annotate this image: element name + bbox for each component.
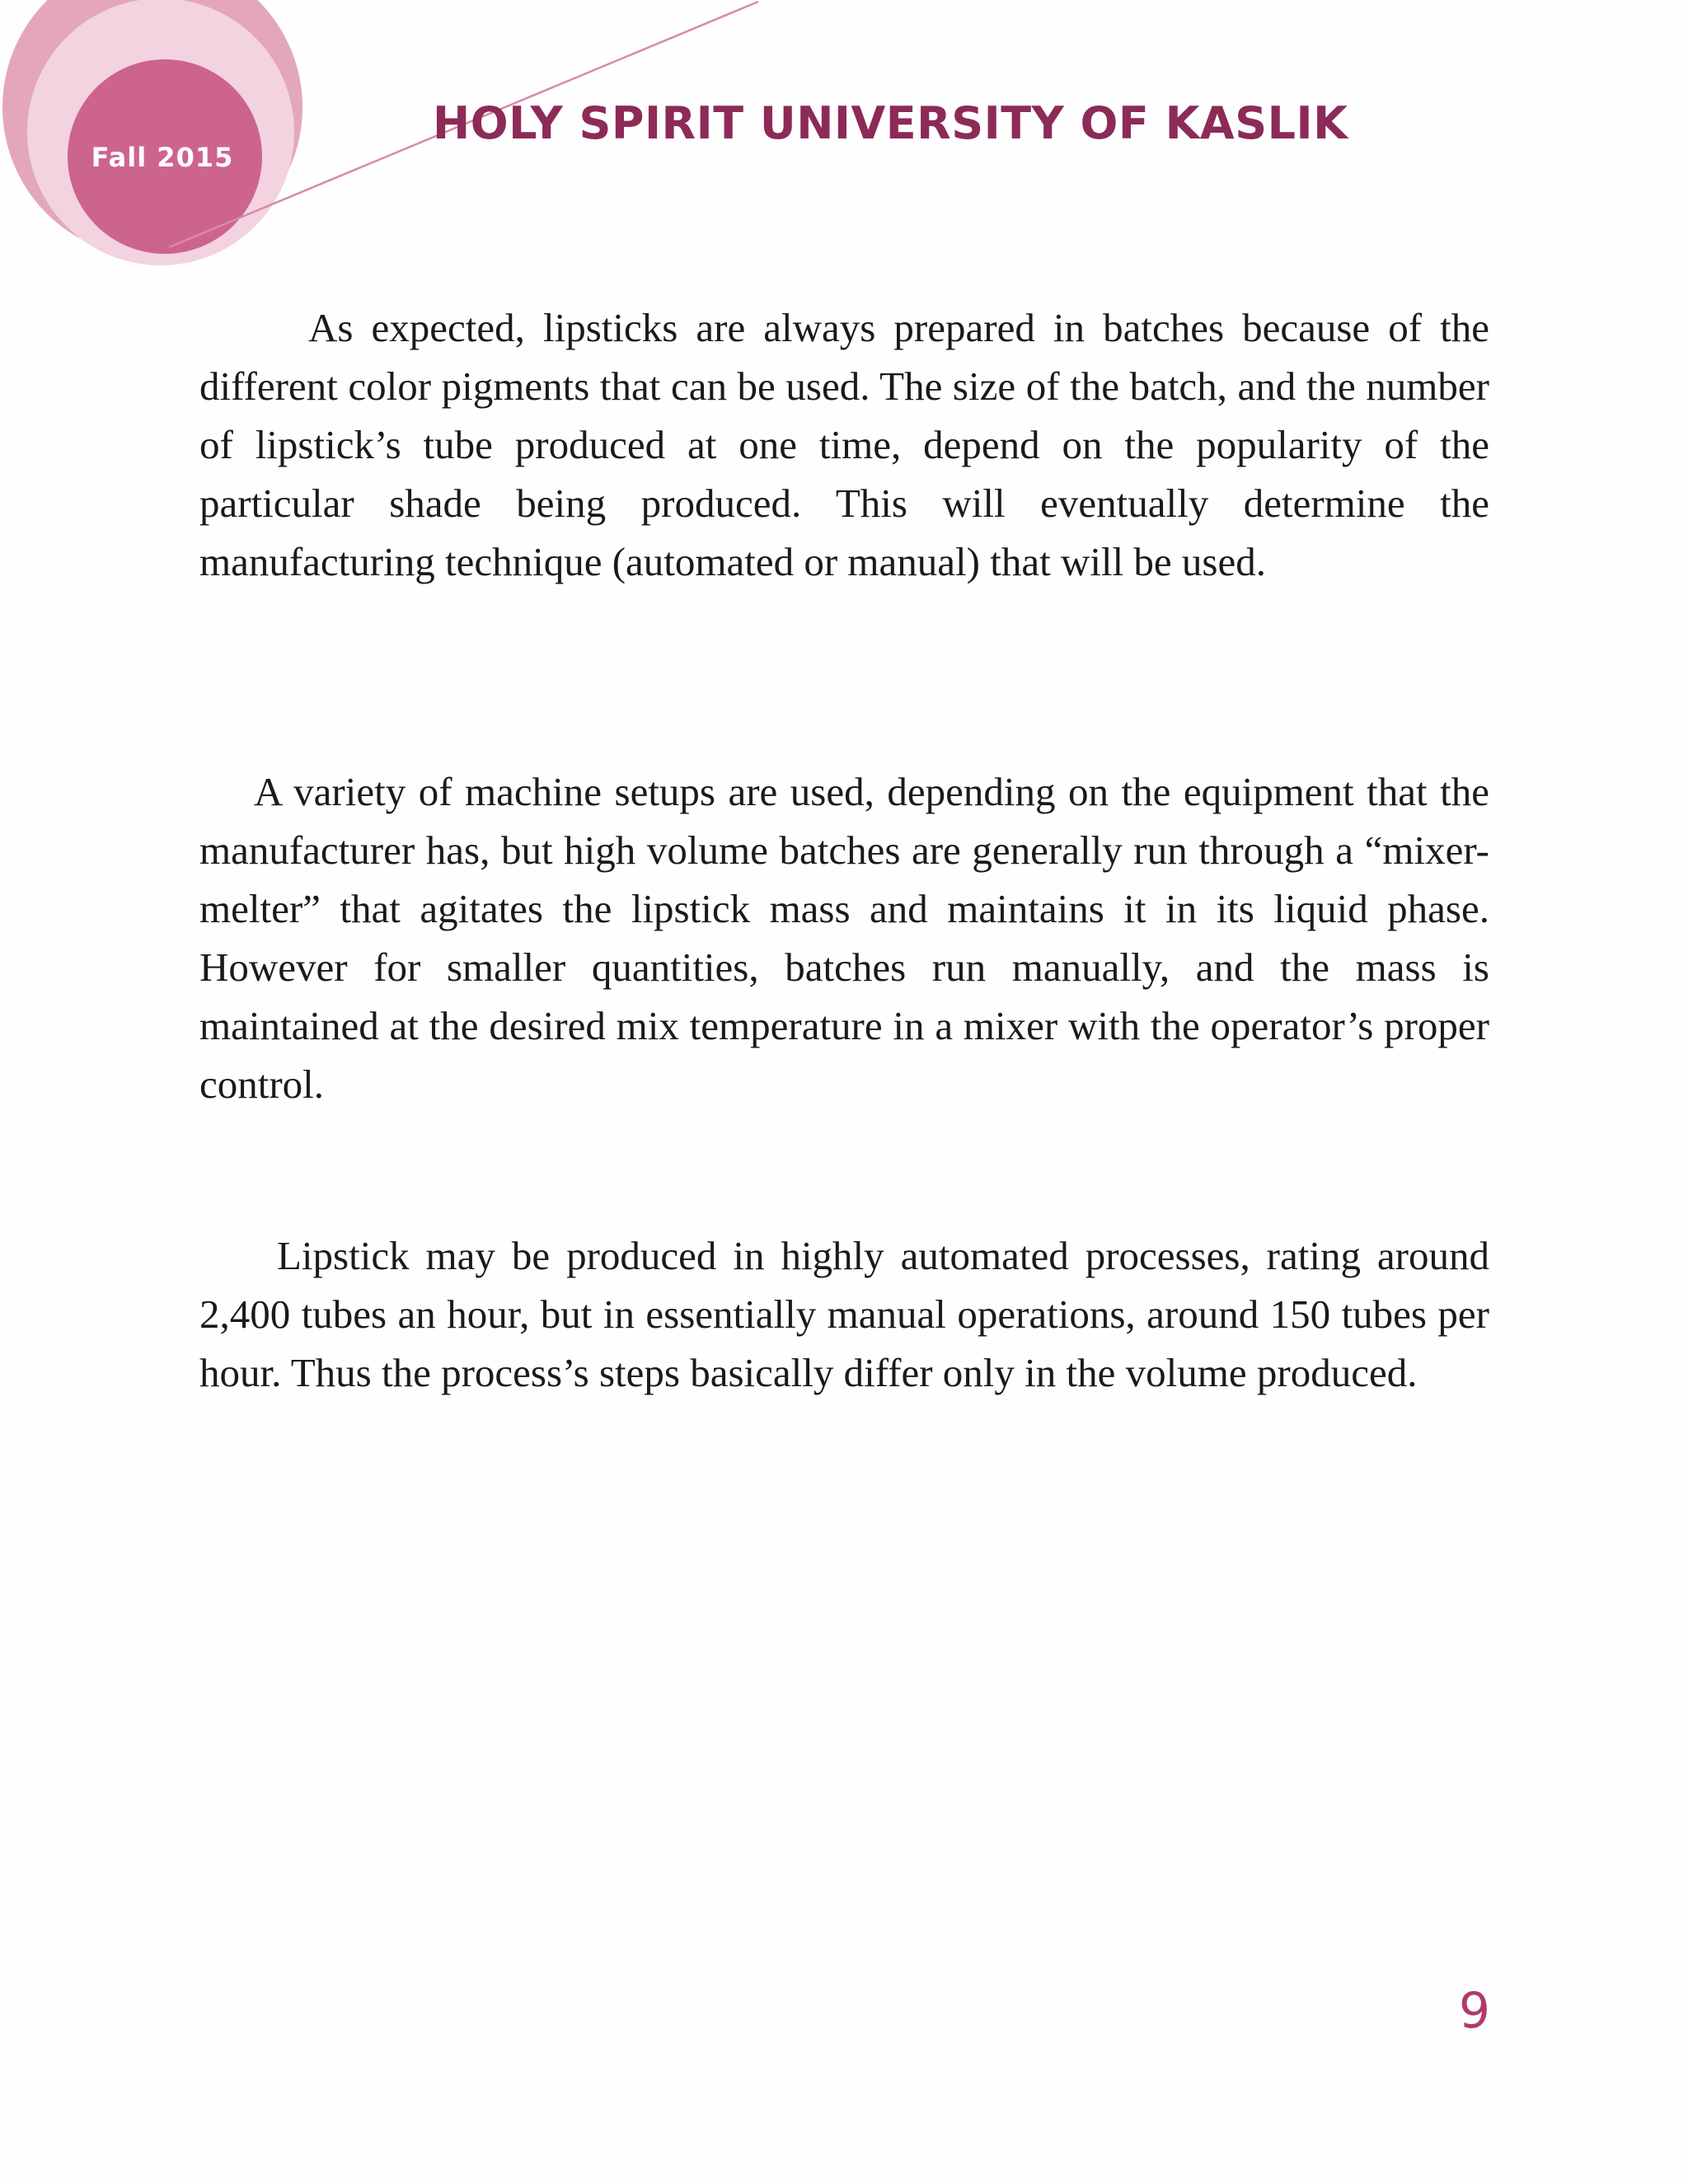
paragraph-batches: As expected, lipsticks are always prepared in batches because of the different color pigments that can be used. The size of the batch, and the number of lipstick’s tube produced at one time, depend on the popularity of the particular shade being produced. This will eventually determine the manufacturing technique (automated or manual) that will be used.: [199, 305, 1489, 584]
paragraph-machine-setups: A variety of machine setups are used, depending on the equipment that the manufacturer has, but high volume batches are generally run through a “mixer-melter” that agitates the lipstick mass and maintains it in its liquid phase. However for smaller quantities, batches run manually, and the mass is maintained at the desired mix temperature in a mixer with the operator’s proper control.: [199, 769, 1489, 1107]
page-number: 9: [1458, 1982, 1490, 2040]
term-label: Fall 2015: [91, 142, 234, 173]
paragraph-production-rate: Lipstick may be produced in highly automated processes, rating around 2,400 tubes an hour, but in essentially manual operations, around 150 tubes per hour. Thus the process’s steps basically differ only in the volume produced.: [199, 1233, 1489, 1395]
university-title: HOLY SPIRIT UNIVERSITY OF KASLIK: [433, 97, 1348, 149]
